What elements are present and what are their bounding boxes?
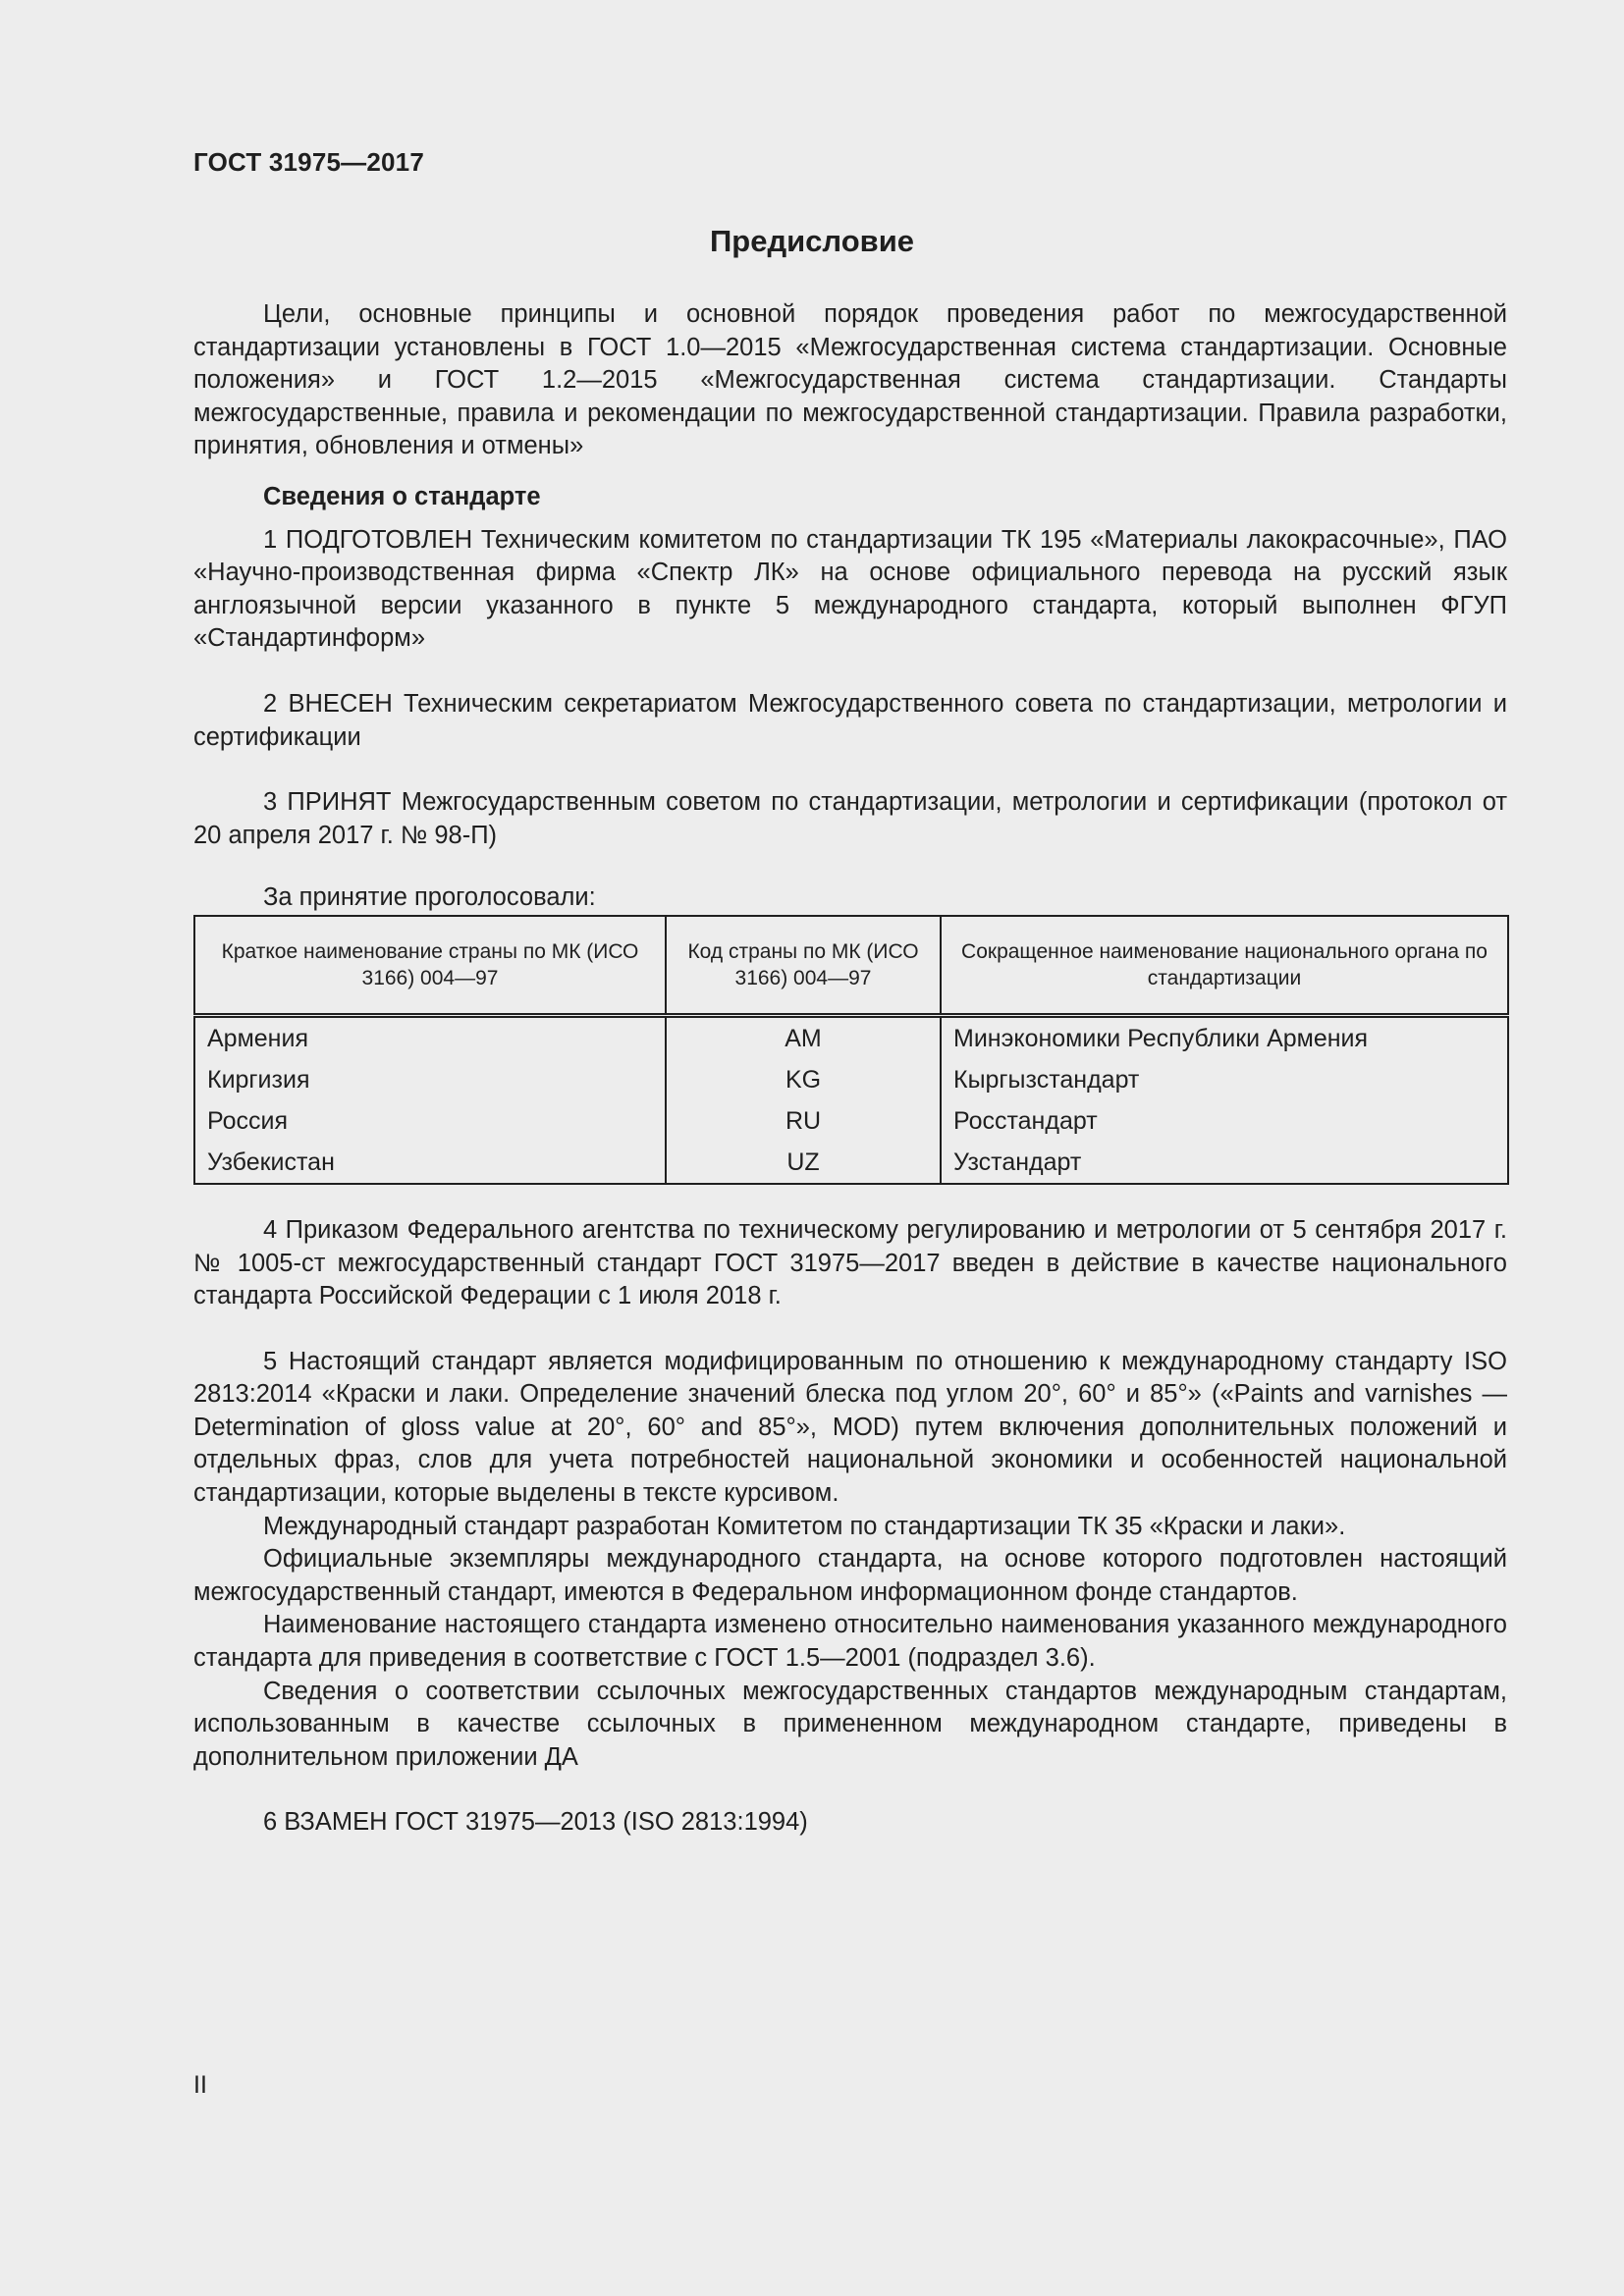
document-code: ГОСТ 31975—2017 [193, 147, 424, 177]
cell-code: AM [666, 1015, 941, 1059]
item-5-paragraph: 5 Настоящий стандарт является модифицированным по отношению к международному стандарту ISO 2813:2014 «Краски и лаки. Определение значений блеска под углом 20°, 60° и 85°» («Paints and varnishes — Determination of gloss value at 20°, 60° and 85°», MOD) путем включения дополнительных положений и отдельных фраз, слов для учета потребностей национальной экономики и особенностей национальной стандартизации, которые выделены в тексте курсивом. [193, 1347, 1507, 1508]
item-5-copies-paragraph: Официальные экземпляры международного стандарта, на основе которого подготовлен настоящий межгосударственный стандарт, имеются в Федеральном информационном фонде стандартов. [193, 1545, 1507, 1606]
item-6-paragraph: 6 ВЗАМЕН ГОСТ 31975—2013 (ISO 2813:1994) [263, 1808, 808, 1837]
item-5-title-paragraph: Наименование настоящего стандарта изменено относительно наименования указанного международного стандарта для приведения в соответствие с ГОСТ 1.5—2001 (подраздел 3.6). [193, 1611, 1507, 1673]
document-body [193, 298, 1507, 1840]
header-country-name: Краткое наименование страны по МК (ИСО 3166) 004—97 [194, 916, 666, 1016]
table-row [194, 1015, 1508, 1059]
table-row [194, 1100, 1508, 1142]
table-header-row [194, 916, 1508, 1016]
cell-body: Минэкономики Республики Армения [941, 1015, 1508, 1059]
item-5-references-paragraph: Сведения о соответствии ссылочных межгосударственных стандартов международным стандартам, использованным в качестве ссылочных в примененном международном стандарте, приведены в дополнительном приложении ДА [193, 1677, 1507, 1771]
item-2-paragraph: 2 ВНЕСЕН Техническим секретариатом Межгосударственного совета по стандартизации, метрологии и сертификации [193, 689, 1507, 751]
cell-code: UZ [666, 1142, 941, 1184]
cell-code: KG [666, 1059, 941, 1100]
header-national-body: Сокращенное наименование национального органа по стандартизации [941, 916, 1508, 1016]
cell-body: Кыргызстандарт [941, 1059, 1508, 1100]
intro-paragraph: Цели, основные принципы и основной порядок проведения работ по межгосударственной стандартизации установлены в ГОСТ 1.0—2015 «Межгосударственная система стандартизации. Основные положения» и ГОСТ 1.2—2015 «Межгосударственная система стандартизации. Стандарты межгосударственные, правила и рекомендации по межгосударственной стандартизации. Правила разработки, принятия, обновления и отмены» [193, 300, 1507, 460]
cell-country: Армения [194, 1015, 666, 1059]
cell-body: Узстандарт [941, 1142, 1508, 1184]
item-1-paragraph: 1 ПОДГОТОВЛЕН Техническим комитетом по стандартизации ТК 195 «Материалы лакокрасочные», ПАО «Научно-производственная фирма «Спектр ЛК» на основе официального перевода на русский язык англоязычной версии указанного в пункте 5 международного стандарта, который выполнен ФГУП «Стандартинформ» [193, 525, 1507, 653]
page-title: Предисловие [709, 224, 914, 258]
cell-code: RU [666, 1100, 941, 1142]
cell-country: Россия [194, 1100, 666, 1142]
item-5-committee-paragraph: Международный стандарт разработан Комитетом по стандартизации ТК 35 «Краски и лаки». [263, 1512, 1346, 1540]
section-heading: Сведения о стандарте [263, 482, 541, 510]
table-row [194, 1059, 1508, 1100]
item-4-paragraph: 4 Приказом Федерального агентства по техническому регулированию и метрологии от 5 сентября 2017 г. № 1005-ст межгосударственный стандарт ГОСТ 31975—2017 введен в действие в качестве национального стандарта Российской Федерации с 1 июля 2018 г. [193, 1215, 1507, 1310]
table-row [194, 1142, 1508, 1184]
cell-country: Киргизия [194, 1059, 666, 1100]
cell-body: Росстандарт [941, 1100, 1508, 1142]
page-number: II [193, 2071, 207, 2099]
vote-label: За принятие проголосовали: [263, 883, 596, 912]
cell-country: Узбекистан [194, 1142, 666, 1184]
item-3-paragraph: 3 ПРИНЯТ Межгосударственным советом по стандартизации, метрологии и сертификации (протокол от 20 апреля 2017 г. № 98-П) [193, 788, 1507, 849]
header-country-code: Код страны по МК (ИСО 3166) 004—97 [666, 916, 941, 1016]
vote-table [193, 915, 1509, 1185]
